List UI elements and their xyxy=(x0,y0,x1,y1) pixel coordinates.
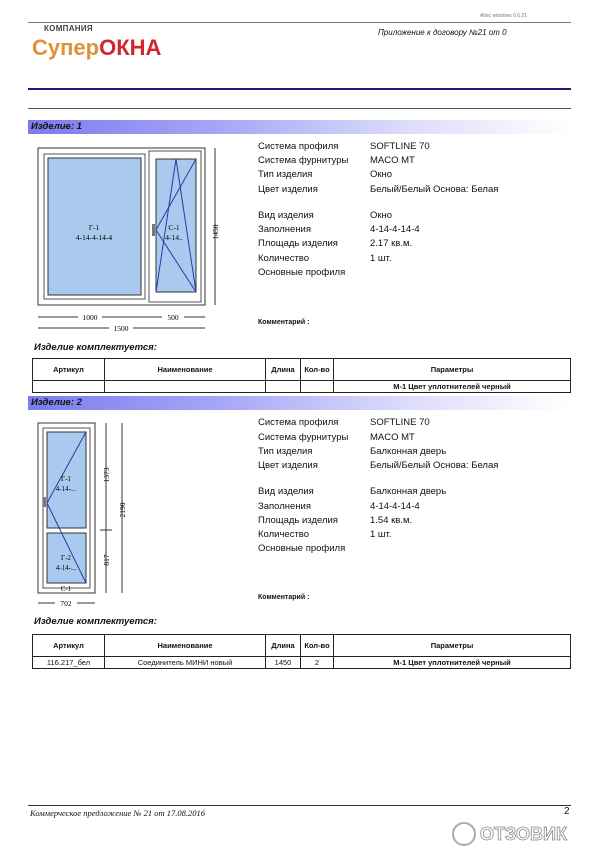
label-system: Система профиля xyxy=(258,417,339,428)
drawing-label: 702 xyxy=(60,599,72,608)
drawing-label: С-1 xyxy=(60,585,72,593)
page-number: 2 xyxy=(564,806,570,817)
label-kind: Вид изделия xyxy=(258,210,314,221)
software-version: Altec windows 6.6.21 xyxy=(480,13,527,19)
grey-divider xyxy=(28,108,571,109)
height-dim: 1450 xyxy=(211,224,220,240)
watermark-text: ОТЗОВИК xyxy=(480,824,567,844)
handle-icon xyxy=(152,224,155,236)
table-cell: 116.217_бел xyxy=(33,657,105,669)
label-filling: Заполнения xyxy=(258,224,312,235)
value-kind: Окно xyxy=(370,210,393,221)
table-cell: М-1 Цвет уплотнителей черный xyxy=(334,381,571,393)
value-system: SOFTLINE 70 xyxy=(370,417,430,428)
drawing-label: 2190 xyxy=(118,502,127,518)
value-type: Окно xyxy=(370,169,393,180)
item-1-header: Изделие: 1 xyxy=(28,120,571,134)
width-dim-total: 1500 xyxy=(113,324,129,333)
handle-icon xyxy=(43,497,46,507)
width-dim-1: 1000 xyxy=(82,313,98,322)
label-color: Цвет изделия xyxy=(258,460,318,471)
drawing-label: 817 xyxy=(102,554,111,566)
label-kind: Вид изделия xyxy=(258,486,314,497)
logo xyxy=(32,37,161,59)
drawing-label: 1373 xyxy=(102,467,111,483)
label-hardware: Система фурнитуры xyxy=(258,432,349,443)
table-cell xyxy=(301,381,334,393)
label-qty: Количество xyxy=(258,253,310,264)
col-length: Длина xyxy=(266,359,301,381)
value-qty: 1 шт. xyxy=(370,253,392,264)
label-qty: Количество xyxy=(258,529,310,540)
col-qty: Кол-во xyxy=(301,635,334,657)
table-row xyxy=(33,657,571,669)
value-area: 1.54 кв.м. xyxy=(370,515,413,526)
label-area: Площадь изделия xyxy=(258,515,338,526)
col-params: Параметры xyxy=(334,359,571,381)
table-cell xyxy=(33,635,571,657)
col-qty: Кол-во xyxy=(301,359,334,381)
comment-label: Комментарий : xyxy=(258,319,310,326)
item-2-header: Изделие: 2 xyxy=(28,396,571,410)
drawing-label: 4-14-... xyxy=(55,564,77,572)
value-filling: 4-14-4-14-4 xyxy=(370,224,420,235)
value-qty: 1 шт. xyxy=(370,529,392,540)
value-system: SOFTLINE 70 xyxy=(370,141,430,152)
value-filling: 4-14-4-14-4 xyxy=(370,501,420,512)
label-type: Тип изделия xyxy=(258,446,313,457)
window-1-drawing xyxy=(30,140,230,340)
table-cell: М-1 Цвет уплотнителей черный xyxy=(334,657,571,669)
value-hardware: MACO MT xyxy=(370,155,415,166)
drawing-label: Г-1 xyxy=(61,475,71,483)
footer-divider xyxy=(28,805,571,806)
drawing-label: 4-14-... xyxy=(55,485,77,493)
complect-table-1 xyxy=(32,358,571,393)
label-color: Цвет изделия xyxy=(258,184,318,195)
logo-caption: КОМПАНИЯ xyxy=(44,24,93,33)
col-article: Артикул xyxy=(33,635,105,657)
label-profiles: Основные профиля xyxy=(258,267,346,278)
complect-table-2 xyxy=(32,634,571,669)
top-divider xyxy=(28,22,571,23)
table-cell: 2 xyxy=(301,657,334,669)
appendix-note: Приложение к договору №21 от 0 xyxy=(378,28,507,37)
sash-s1-filling: 4-14.. xyxy=(165,233,183,242)
blue-divider xyxy=(28,88,571,90)
logo-part-2: ОКНА xyxy=(99,35,162,60)
value-hardware: MACO MT xyxy=(370,432,415,443)
value-color: Белый/Белый Основа: Белая xyxy=(370,460,499,471)
value-area: 2.17 кв.м. xyxy=(370,238,413,249)
complect-heading: Изделие комплектуется: xyxy=(34,616,157,627)
table-cell: Соединитель МИНИ новый xyxy=(105,657,266,669)
table-cell xyxy=(105,381,266,393)
table-cell xyxy=(266,381,301,393)
label-type: Тип изделия xyxy=(258,169,313,180)
label-area: Площадь изделия xyxy=(258,238,338,249)
col-name: Наименование xyxy=(105,359,266,381)
col-name: Наименование xyxy=(105,635,266,657)
value-kind: Балконная дверь xyxy=(370,486,447,497)
label-filling: Заполнения xyxy=(258,501,312,512)
width-dim-2: 500 xyxy=(167,313,179,322)
drawing-label: Г-2 xyxy=(61,554,71,562)
col-length: Длина xyxy=(266,635,301,657)
table-row xyxy=(33,381,571,393)
sash-s1-label: С-1 xyxy=(168,223,180,232)
col-params: Параметры xyxy=(334,635,571,657)
table-cell xyxy=(33,381,105,393)
table-cell xyxy=(33,359,571,381)
table-cell: 1450 xyxy=(266,657,301,669)
label-profiles: Основные профиля xyxy=(258,543,346,554)
logo-part-1: Супер xyxy=(32,35,100,60)
footer-text: Коммерческое предложение № 21 от 17.08.2016 xyxy=(30,808,205,818)
watermark xyxy=(452,820,592,848)
value-type: Балконная дверь xyxy=(370,446,447,457)
glass-g1-label: Г-1 xyxy=(88,223,100,232)
value-color: Белый/Белый Основа: Белая xyxy=(370,184,499,195)
door-2-drawing xyxy=(30,415,150,615)
comment-label: Комментарий : xyxy=(258,594,310,601)
glass-g1-filling: 4-14-4-14-4 xyxy=(75,233,113,242)
label-system: Система профиля xyxy=(258,141,339,152)
power-icon xyxy=(452,822,476,846)
label-hardware: Система фурнитуры xyxy=(258,155,349,166)
complect-heading: Изделие комплектуется: xyxy=(34,342,157,353)
col-article: Артикул xyxy=(33,359,105,381)
